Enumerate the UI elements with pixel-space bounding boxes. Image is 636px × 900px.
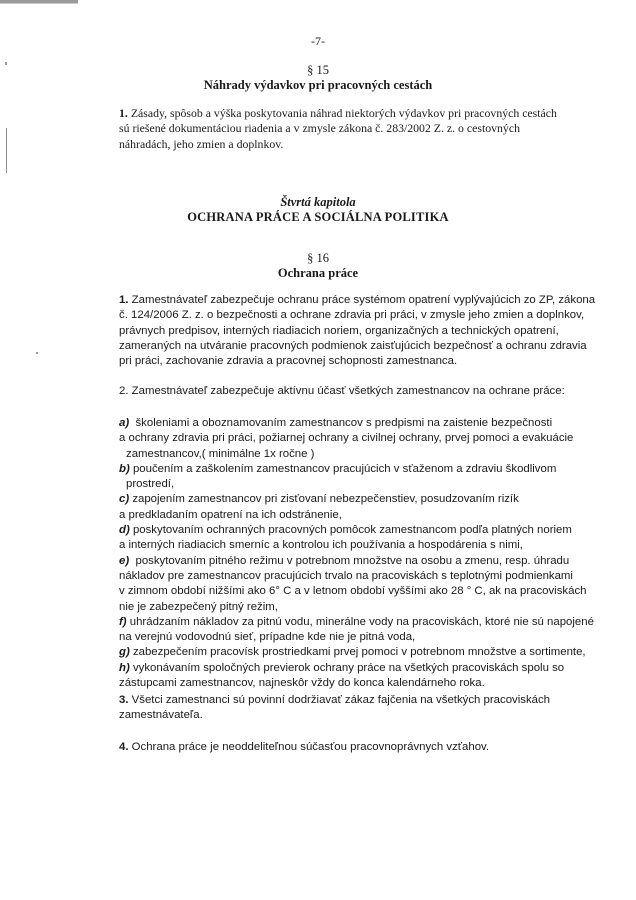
section-16-title: Ochrana práce bbox=[277, 266, 359, 280]
section-16-paragraph-2: 2. Zamestnávateľ zabezpečuje aktívnu účasť všetkých zamestnancov na ochrane práce: bbox=[119, 385, 565, 397]
list-item-line: vykonávaním spoločných previerok ochrany práce na všetkých pracoviskách spolu so bbox=[132, 661, 565, 674]
scan-artifact-edge-line bbox=[6, 128, 7, 173]
list-item-line: zamestnancov,( minimálne 1x ročne ) bbox=[126, 447, 315, 460]
section-16-paragraph-4 bbox=[119, 740, 549, 755]
section-16-paragraph-1 bbox=[119, 293, 596, 369]
list-item-line: v zimnom období nižšími ako 6° C a v letnom období vyššími ako 28 ° C, ak na pracoviskách bbox=[119, 585, 587, 598]
chapter-title: OCHRANA PRÁCE A SOCIÁLNA POLITIKA bbox=[187, 210, 449, 224]
paragraph-number: 4. bbox=[119, 741, 129, 753]
item-letter-a: a) bbox=[119, 417, 130, 429]
list-item-line: nie je zabezpečený pitný režim, bbox=[119, 600, 278, 613]
item-letter-c: c) bbox=[119, 493, 130, 506]
list-item-line: a interných riadiacich smerníc a kontrolou ich používania a hospodárenia s nimi, bbox=[119, 539, 523, 552]
text-line: zameraných na utváranie pracovných podmienok zaisťujúcich bezpečnosť a ochranu zdravia bbox=[119, 339, 587, 352]
list-item-line: zapojením zamestnancov pri zisťovaní nebezpečenstiev, posudzovaním rizík bbox=[132, 493, 519, 506]
list-item-line: poučením a zaškolením zamestnancov pracujúcich v sťaženom a zdraviu škodlivom bbox=[132, 462, 557, 475]
scan-artifact-dot bbox=[36, 352, 38, 354]
paragraph-number: 1. bbox=[119, 106, 128, 120]
scan-artifact-bar bbox=[0, 0, 78, 4]
section-16-item-list bbox=[119, 416, 594, 691]
text-line: právnych predpisov, interných riadiacich noriem, organizačných a technických opatrení, bbox=[119, 324, 559, 337]
list-item-line: zabezpečením pracovísk prostriedkami prvej pomoci v potrebnom množstve a sortimente, bbox=[132, 646, 586, 659]
item-letter-d: d) bbox=[119, 524, 130, 537]
item-letter-e: e) bbox=[119, 554, 130, 567]
section-16-number: § 16 bbox=[307, 251, 329, 265]
text-line: náhradách, jeho zmien a doplnkov. bbox=[119, 136, 284, 151]
section-16-paragraph-3 bbox=[119, 693, 549, 724]
list-item-line: a predkladaním opatrení na ich odstránenie, bbox=[119, 508, 342, 521]
text-line: č. 124/2006 Z. z. o bezpečnosti a ochrane zdravia pri práci, v zmysle jeho zmien a doplnkov, bbox=[119, 309, 585, 322]
list-item-line: poskytovaním pitného režimu v potrebnom množstve na osobu a zmenu, resp. úhradu bbox=[135, 554, 570, 567]
page-number: -7- bbox=[311, 34, 325, 48]
item-letter-h: h) bbox=[119, 661, 130, 674]
item-letter-f: f) bbox=[119, 615, 127, 628]
paragraph-number: 1. bbox=[119, 294, 129, 306]
list-item-line: prostredí, bbox=[126, 478, 175, 491]
section-15-title: Náhrady výdavkov pri pracovných cestách bbox=[203, 78, 433, 92]
list-item-line: školeniami a oboznamovaním zamestnancov s predpismi na zaistenie bezpečnosti bbox=[135, 417, 553, 429]
list-item-line: na verejnú vodovodnú sieť, prípadne kde nie je pitná voda, bbox=[119, 631, 416, 644]
chapter-label: Štvrtá kapitola bbox=[280, 195, 356, 209]
list-item-line: nákladov pre zamestnancov pracujúcich trvalo na pracoviskách s teplotnými podmienkami bbox=[119, 569, 573, 582]
section-15-number: § 15 bbox=[307, 63, 329, 77]
text-line: Zamestnávateľ zabezpečuje ochranu práce systémom opatrení vyplývajúcich zo ZP, zákona bbox=[131, 294, 596, 306]
list-item-line: a ochrany zdravia pri práci, požiarnej ochrany a civilnej ochrany, prvej pomoci a evakuácie bbox=[119, 432, 574, 445]
item-letter-b: b) bbox=[119, 462, 130, 475]
text-line: Všetci zamestnanci sú povinní dodržiavať zákaz fajčenia na všetkých pracoviskách bbox=[131, 694, 551, 706]
item-letter-g: g) bbox=[119, 646, 130, 659]
list-item-line: zástupcami zamestnancov, najneskôr vždy do konca kalendárneho roka. bbox=[119, 677, 485, 690]
list-item-line: uhrádzaním nákladov za pitnú vodu, minerálne vody na pracoviskách, ktoré nie sú napojené bbox=[129, 615, 594, 628]
text-line: pri práci, zachovanie zdravia a pracovnej schopnosti zamestnanca. bbox=[119, 355, 458, 368]
text-line: zamestnávateľa. bbox=[119, 709, 203, 722]
list-item-line: poskytovaním ochranných pracovných pomôcok zamestnancom podľa platných noriem bbox=[132, 524, 572, 537]
section-15-paragraph-1 bbox=[119, 106, 557, 152]
paragraph-number: 3. bbox=[119, 694, 129, 706]
text-line: sú riešené dokumentáciou riadenia a v zmysle zákona č. 283/2002 Z. z. o cestovných bbox=[119, 121, 520, 136]
text-line: Zásady, spôsob a výška poskytovania náhrad niektorých výdavkov pri pracovných cestách bbox=[130, 106, 557, 120]
text-line: Ochrana práce je neoddeliteľnou súčasťou pracovnoprávnych vzťahov. bbox=[131, 741, 490, 753]
